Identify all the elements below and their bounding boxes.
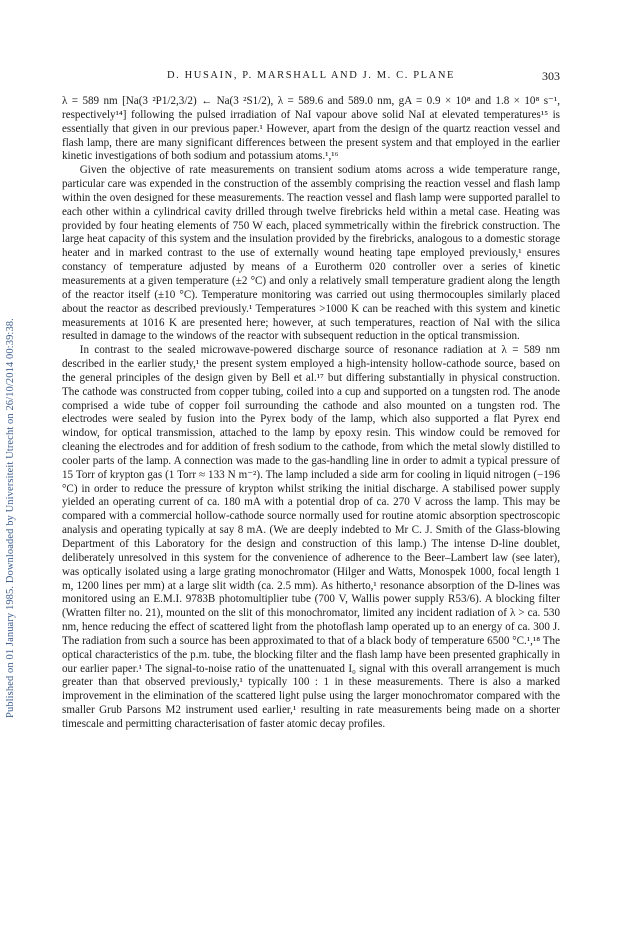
download-watermark-text: Published on 01 January 1985. Downloaded by Universiteit Utrecht on 26/10/2014 00:39:38. [5, 318, 16, 718]
page-header [62, 70, 560, 86]
paragraph-oven-design: Given the objective of rate measurements on transient sodium atoms across a wide temperature range, particular care was expended in the construction of the assembly comprising the reaction vessel and flash lamp within the oven designed for these measurements. The reaction vessel and flash lamp were supported parallel to each other within a cylindrical cavity drilled through twelve firebricks held within a metal case. Heating was provided by four heating elements of 750 W each, placed symmetrically within the firebrick construction. The large heat capacity of this system and the insulation provided by the firebricks, analogous to a domestic storage heater and in marked contrast to the use of externally wound heating tape employed previously,¹ ensures constancy of temperature adjusted by means of a Eurotherm 020 controller over a series of kinetic measurements at a given temperature (±2 °C) and only a relatively small temperature gradient along the length of the reactor itself (±10 °C). Temperature monitoring was carried out using thermocouples similarly placed about the reactor as described previously.¹ Temperatures >1000 K can be reached with this system and kinetic measurements at 1016 K are presented here; however, at such temperatures, reaction of NaI with the silica resulted in damage to the windows of the reactor with subsequent reduction in the optical transmission. [62, 164, 560, 343]
body-text [62, 95, 560, 732]
download-watermark [2, 120, 16, 720]
paragraph-lamp-source: In contrast to the sealed microwave-powered discharge source of resonance radiation at λ = 589 nm described in the earlier study,¹ the present system employed a high-intensity hollow-cathode source, based on the general principles of the design given by Bell et al.¹⁷ but differing substantially in physical construction. The cathode was constructed from copper tubing, coiled into a cup and supported on a tungsten rod. The anode comprised a wide tube of copper foil surrounding the cathode and also mounted on a tungsten rod. The electrodes were sealed by fusion into the Pyrex body of the lamp, which also supported a flat Pyrex end window, for optical transmission, attached to the lamp by epoxy resin. This window could be removed for cleaning the electrodes and for addition of fresh sodium to the cathode, from which the metal slowly distilled to cooler parts of the lamp. A connection was made to the gas-handling line in order to admit a typical pressure of 15 Torr of krypton gas (1 Torr ≈ 133 N m⁻²). The lamp included a side arm for cooling in liquid nitrogen (−196 °C) in order to reduce the pressure of krypton whilst striking the initial discharge. A stabilised power supply yielded an operating current of ca. 180 mA with a potential drop of ca. 270 V across the lamp. This may be compared with a commercial hollow-cathode source normally used for routine atomic absorption spectroscopic analysis and operating typically at say 8 mA. (We are deeply indebted to Mr C. J. Smith of the Glass-blowing Department of this Laboratory for the design and construction of this lamp.) The intense D-line doublet, deliberately unresolved in this system for the convenience of adherence to the Beer–Lambert law (see later), was optically isolated using a large grating monochromator (Hilger and Watts, Monospek 1000, focal length 1 m, 1200 lines per mm) at a large slit width (ca. 2.5 mm). As hitherto,¹ resonance absorption of the D-lines was monitored using an E.M.I. 9783B photomultiplier tube (700 V, Wallis power supply R53/6). A blocking filter (Wratten filter no. 21), mounted on the slit of this monochromator, limited any incident radiation of λ > ca. 530 nm, hence reducing the effect of scattered light from the photoflash lamp operated up to an energy of ca. 300 J. The radiation from such a source has been approximated to that of a black body of temperature 6500 °C.¹,¹⁸ The optical characteristics of the p.m. tube, the blocking filter and the flash lamp have been presented graphically in our earlier paper.¹ The signal-to-noise ratio of the unattenuated I₀ signal with this overall arrangement is much greater than that observed previously,¹ typically 100 : 1 in these measurements. There is also a marked improvement in the elimination of the scattered light pulse using the larger monochromator compared with the smaller Grub Parsons M2 instrument used earlier,¹ resulting in rate measurements being made on a shorter timescale and permitting characterisation of faster atomic decay profiles. [62, 344, 560, 730]
running-head: D. HUSAIN, P. MARSHALL AND J. M. C. PLANE [166, 70, 456, 81]
paragraph-continuation: λ = 589 nm [Na(3 ²P1/2,3/2) ← Na(3 ²S1/2), λ = 589.6 and 589.0 nm, gA = 0.9 × 10⁸ and 1.8 × 10⁸ s⁻¹, respectively¹⁴] following the pulsed irradiation of NaI vapour above solid NaI at elevated temperatures¹⁵ is essentially that given in our previous paper.¹ However, apart from the design of the quartz reaction vessel and flash lamp, there are many significant differences between the present system and that employed in the earlier kinetic investigations of both sodium and potassium atoms.¹,¹⁶ [62, 95, 560, 163]
page-number: 303 [542, 69, 560, 83]
